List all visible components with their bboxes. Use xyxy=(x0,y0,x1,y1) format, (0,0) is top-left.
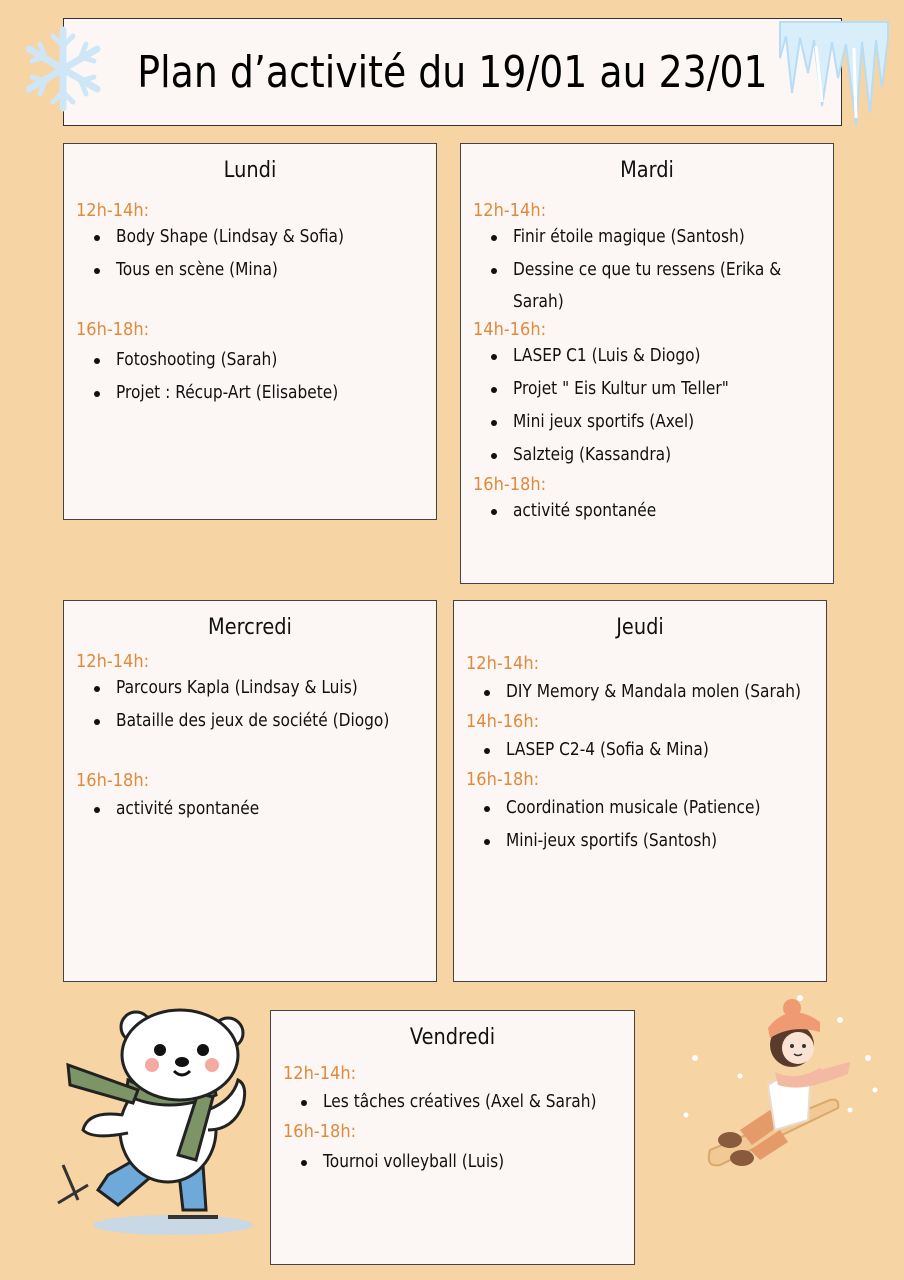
activity-item: Finir étoile magique (Santosh) xyxy=(491,221,833,254)
card-lundi xyxy=(63,143,437,520)
activity-list xyxy=(301,1086,634,1119)
time-slot: 16h-18h: xyxy=(466,769,540,790)
time-slot: 12h-14h: xyxy=(283,1063,357,1084)
activity-item: Salzteig (Kassandra) xyxy=(491,439,833,472)
girl-sledding-illustration xyxy=(680,990,885,1190)
activity-list xyxy=(94,793,436,826)
card-mardi xyxy=(460,143,834,584)
activity-item: activité spontanée xyxy=(94,793,436,826)
activity-list xyxy=(484,676,826,709)
activity-list xyxy=(94,672,436,738)
activity-list xyxy=(491,340,833,472)
activity-list xyxy=(94,344,436,410)
time-slot: 16h-18h: xyxy=(283,1121,357,1142)
day-title-mercredi: Mercredi xyxy=(208,615,292,640)
snowflake-icon xyxy=(18,24,108,114)
activity-item: activité spontanée xyxy=(491,495,833,528)
activity-item-continuation: Sarah) xyxy=(513,292,564,312)
card-vendredi xyxy=(270,1010,635,1265)
icicles-icon xyxy=(776,18,892,130)
activity-item: DIY Memory & Mandala molen (Sarah) xyxy=(484,676,826,709)
activity-item: Projet " Eis Kultur um Teller" xyxy=(491,373,833,406)
activity-item: Mini-jeux sportifs (Santosh) xyxy=(484,825,826,858)
activity-item: Dessine ce que tu ressens (Erika & xyxy=(491,254,833,287)
activity-item: Les tâches créatives (Axel & Sarah) xyxy=(301,1086,634,1119)
title-banner xyxy=(63,18,842,126)
activity-item: LASEP C2-4 (Sofia & Mina) xyxy=(484,734,826,767)
activity-list xyxy=(491,495,833,528)
day-title-lundi: Lundi xyxy=(223,158,277,183)
activity-item: Tous en scène (Mina) xyxy=(94,254,436,287)
activity-item: Parcours Kapla (Lindsay & Luis) xyxy=(94,672,436,705)
activity-list xyxy=(491,221,833,287)
time-slot: 12h-14h: xyxy=(466,653,540,674)
time-slot: 14h-16h: xyxy=(466,711,540,732)
activity-list xyxy=(94,221,436,287)
activity-list xyxy=(301,1146,634,1179)
activity-item: Bataille des jeux de société (Diogo) xyxy=(94,705,436,738)
time-slot: 16h-18h: xyxy=(473,474,547,495)
activity-item: Body Shape (Lindsay & Sofia) xyxy=(94,221,436,254)
activity-item: Projet : Récup-Art (Elisabete) xyxy=(94,377,436,410)
activity-item: Mini jeux sportifs (Axel) xyxy=(491,406,833,439)
time-slot: 12h-14h: xyxy=(76,200,150,221)
activity-item: Tournoi volleyball (Luis) xyxy=(301,1146,634,1179)
activity-list xyxy=(484,792,826,858)
time-slot: 14h-16h: xyxy=(473,319,547,340)
day-title-mardi: Mardi xyxy=(620,158,674,183)
activity-item: Fotoshooting (Sarah) xyxy=(94,344,436,377)
card-jeudi xyxy=(453,600,827,982)
day-title-jeudi: Jeudi xyxy=(616,615,664,640)
time-slot: 12h-14h: xyxy=(76,651,150,672)
activity-item: LASEP C1 (Luis & Diogo) xyxy=(491,340,833,373)
card-mercredi xyxy=(63,600,437,982)
day-title-vendredi: Vendredi xyxy=(409,1025,496,1050)
polar-bear-skating-illustration xyxy=(48,1005,258,1245)
activity-list xyxy=(484,734,826,767)
activity-item: Coordination musicale (Patience) xyxy=(484,792,826,825)
time-slot: 16h-18h: xyxy=(76,770,150,791)
time-slot: 16h-18h: xyxy=(76,319,150,340)
time-slot: 12h-14h: xyxy=(473,200,547,221)
page-title: Plan d’activité du 19/01 au 23/01 xyxy=(137,46,768,98)
